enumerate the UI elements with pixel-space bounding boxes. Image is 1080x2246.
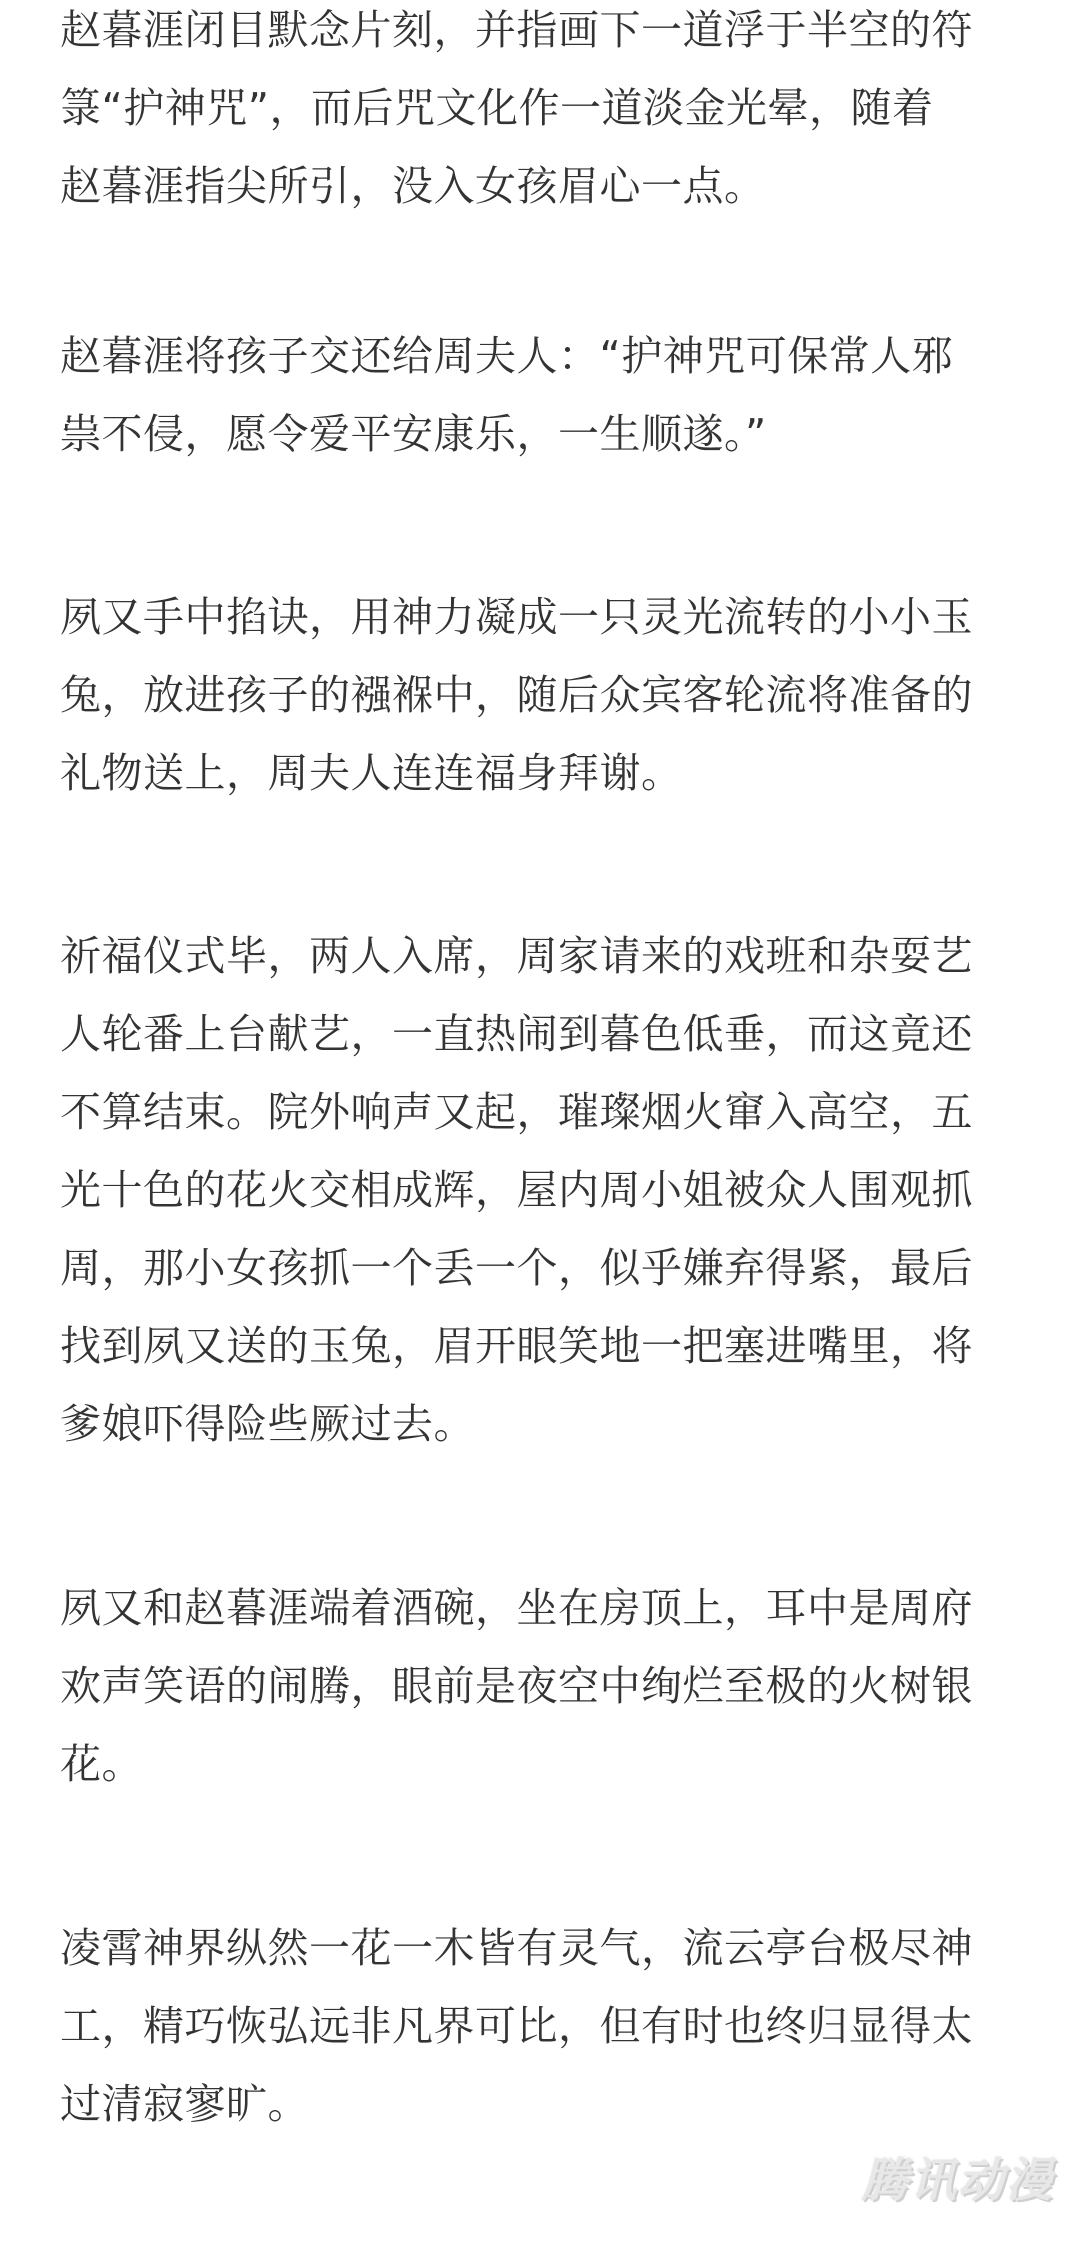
paragraph-line: 赵暮涯将孩子交还给周夫人：“护神咒可保常人邪 [60, 332, 954, 380]
paragraph-line: 工，精巧恢弘远非凡界可比，但有时也终归显得太 [60, 2002, 973, 2050]
paragraph-line: 周，那小女孩抓一个丢一个，似乎嫌弃得紧，最后 [60, 1244, 973, 1292]
paragraph-line: 祟不侵，愿令爱平安康乐，一生顺遂。” [60, 410, 767, 458]
paragraph-line: 凌霄神界纵然一花一木皆有灵气，流云亭台极尽神 [60, 1924, 973, 1972]
paragraph-line: 赵暮涯闭目默念片刻，并指画下一道浮于半空的符 [60, 6, 973, 54]
paragraph-line: 礼物送上，周夫人连连福身拜谢。 [60, 749, 683, 797]
paragraph-line: 赵暮涯指尖所引，没入女孩眉心一点。 [60, 162, 766, 210]
paragraph-line: 欢声笑语的闹腾，眼前是夜空中绚烂至极的火树银 [60, 1662, 973, 1710]
paragraph-line: 祈福仪式毕，两人入席，周家请来的戏班和杂耍艺 [60, 932, 973, 980]
tencent-comics-watermark: 腾讯动漫 [862, 2153, 1054, 2207]
paragraph-line: 爹娘吓得险些厥过去。 [60, 1400, 475, 1448]
paragraph-line: 不算结束。院外响声又起，璀璨烟火窜入高空，五 [60, 1088, 973, 1136]
paragraph-line: 光十色的花火交相成辉，屋内周小姐被众人围观抓 [60, 1166, 973, 1214]
paragraph-line: 花。 [60, 1740, 143, 1788]
paragraph-line: 人轮番上台献艺，一直热闹到暮色低垂，而这竟还 [60, 1010, 973, 1058]
paragraph-line: 找到夙又送的玉兔，眉开眼笑地一把塞进嘴里，将 [60, 1322, 973, 1370]
paragraph-line: 过清寂寥旷。 [60, 2080, 309, 2128]
paragraph-line: 夙又手中掐诀，用神力凝成一只灵光流转的小小玉 [60, 593, 973, 641]
paragraph-line: 夙又和赵暮涯端着酒碗，坐在房顶上，耳中是周府 [60, 1584, 973, 1632]
paragraph-line: 兔，放进孩子的襁褓中，随后众宾客轮流将准备的 [60, 671, 973, 719]
paragraph-line: 箓“护神咒”，而后咒文化作一道淡金光晕，随着 [60, 84, 934, 132]
